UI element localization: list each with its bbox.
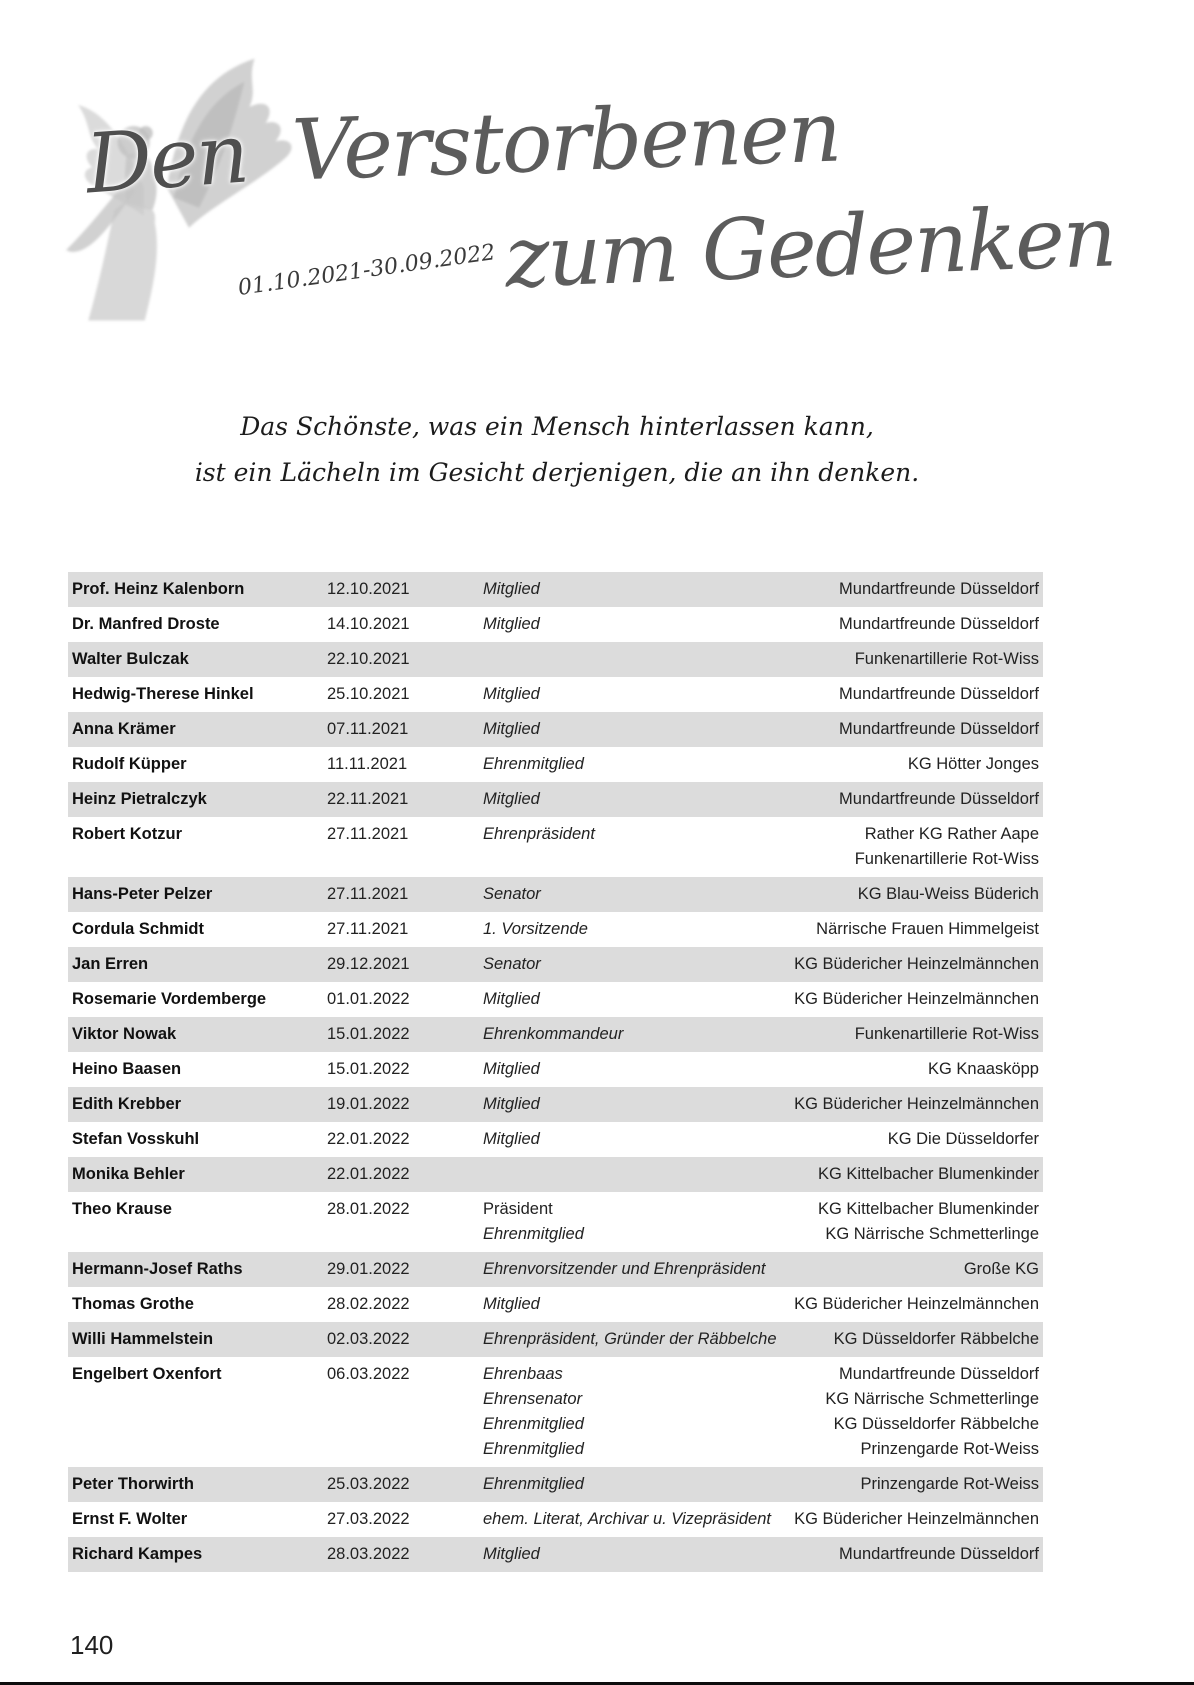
organization-line: Prinzengarde Rot-Weiss (860, 1475, 1039, 1493)
organization-line: Mundartfreunde Düsseldorf (839, 720, 1039, 738)
role-line: Senator (483, 955, 541, 973)
deceased-name: Rosemarie Vordemberge (72, 990, 267, 1008)
death-date: 29.12.2021 (327, 955, 410, 973)
organization-line: Mundartfreunde Düsseldorf (839, 790, 1039, 808)
organization-line: KG Büdericher Heinzelmännchen (794, 1095, 1039, 1113)
death-date: 02.03.2022 (327, 1330, 410, 1348)
role-line: Ehrensenator (483, 1390, 583, 1408)
deceased-name: Dr. Manfred Droste (72, 615, 220, 633)
table-row (68, 642, 1043, 677)
death-date: 15.01.2022 (327, 1025, 410, 1043)
role-line: Ehrenpräsident, Gründer der Räbbelche (483, 1330, 777, 1348)
member-organizations (790, 1292, 1043, 1317)
member-roles (483, 1092, 790, 1117)
organization-line: KG Büdericher Heinzelmännchen (794, 955, 1039, 973)
member-roles (483, 1257, 790, 1282)
deceased-name: Edith Krebber (72, 1095, 182, 1113)
member-organizations (790, 1507, 1043, 1532)
organization-line: Funkenartillerie Rot-Wiss (854, 650, 1039, 668)
organization-line: KG Knaasköpp (928, 1060, 1039, 1078)
death-date: 11.11.2021 (327, 755, 408, 773)
quote-line-1: Das Schönste, was ein Mensch hinterlassen kann, (240, 412, 874, 441)
death-date: 06.03.2022 (327, 1365, 410, 1383)
role-line: Mitglied (483, 990, 540, 1008)
member-organizations (790, 752, 1043, 777)
member-organizations (790, 577, 1043, 602)
member-roles (483, 917, 790, 942)
organization-line: KG Blau-Weiss Büderich (857, 885, 1039, 903)
organization-line: KG Närrische Schmetterlinge (825, 1390, 1039, 1408)
death-date: 22.01.2022 (327, 1130, 410, 1148)
deceased-name: Ernst F. Wolter (72, 1510, 188, 1528)
death-date: 27.03.2022 (327, 1510, 410, 1528)
member-organizations (790, 1362, 1043, 1462)
table-row (68, 782, 1043, 817)
table-row (68, 607, 1043, 642)
death-date: 22.11.2021 (327, 790, 409, 808)
role-line: Mitglied (483, 1095, 540, 1113)
deceased-name: Stefan Vosskuhl (72, 1130, 200, 1148)
title-date-range: 01.10.2021-30.09.2022 (236, 240, 497, 301)
organization-line: KG Büdericher Heinzelmännchen (794, 1295, 1039, 1313)
member-organizations (790, 1257, 1043, 1282)
member-roles (483, 822, 790, 847)
table-row (68, 1157, 1043, 1192)
table-row (68, 572, 1043, 607)
table-row (68, 1322, 1043, 1357)
death-date: 25.03.2022 (327, 1475, 410, 1493)
death-date: 25.10.2021 (327, 685, 410, 703)
deceased-name: Willi Hammelstein (72, 1330, 214, 1348)
deceased-name: Theo Krause (72, 1200, 172, 1218)
organization-line: Große KG (963, 1260, 1039, 1278)
death-date: 27.11.2021 (327, 920, 409, 938)
role-line: Ehrenbaas (483, 1365, 563, 1383)
member-roles (483, 577, 790, 602)
organization-line: KG Kittelbacher Blumenkinder (817, 1200, 1039, 1218)
table-row (68, 712, 1043, 747)
role-line: Ehrenmitglied (483, 1440, 584, 1458)
member-roles (483, 952, 790, 977)
memorial-table (68, 572, 1043, 1572)
quote-line-2: ist ein Lächeln im Gesicht derjenigen, die an ihn denken. (194, 458, 920, 487)
member-organizations (790, 1162, 1043, 1187)
role-line: Präsident (483, 1200, 553, 1218)
role-line: Ehrenpräsident (483, 825, 595, 843)
death-date: 28.03.2022 (327, 1545, 410, 1563)
death-date: 27.11.2021 (327, 825, 409, 843)
organization-line: KG Die Düsseldorfer (887, 1130, 1039, 1148)
member-roles (483, 987, 790, 1012)
death-date: 29.01.2022 (327, 1260, 410, 1278)
table-row (68, 747, 1043, 782)
member-roles (483, 787, 790, 812)
organization-line: Mundartfreunde Düsseldorf (839, 685, 1039, 703)
member-organizations (790, 952, 1043, 977)
role-line: Ehrenvorsitzender und Ehrenpräsident (483, 1260, 766, 1278)
table-row (68, 1192, 1043, 1252)
table-row (68, 1052, 1043, 1087)
role-line: Mitglied (483, 685, 540, 703)
member-roles (483, 612, 790, 637)
role-line: Mitglied (483, 1060, 540, 1078)
table-row (68, 1502, 1043, 1537)
table-row (68, 1287, 1043, 1322)
role-line: Mitglied (483, 1130, 540, 1148)
member-roles (483, 1057, 790, 1082)
organization-line: KG Hötter Jonges (907, 755, 1039, 773)
table-row (68, 912, 1043, 947)
death-date: 12.10.2021 (327, 580, 410, 598)
deceased-name: Cordula Schmidt (72, 920, 205, 938)
death-date: 27.11.2021 (327, 885, 409, 903)
deceased-name: Rudolf Küpper (72, 755, 187, 773)
member-organizations (790, 1542, 1043, 1567)
title-word-den: Den (82, 106, 251, 213)
member-organizations (790, 1472, 1043, 1497)
organization-line: Mundartfreunde Düsseldorf (839, 580, 1039, 598)
member-roles (483, 1472, 790, 1497)
deceased-name: Monika Behler (72, 1165, 185, 1183)
table-row (68, 1122, 1043, 1157)
deceased-name: Peter Thorwirth (72, 1475, 194, 1493)
organization-line: KG Kittelbacher Blumenkinder (817, 1165, 1039, 1183)
member-roles (483, 1542, 790, 1567)
member-organizations (790, 1327, 1043, 1352)
deceased-name: Hans-Peter Pelzer (72, 885, 213, 903)
table-row (68, 817, 1043, 877)
role-line: Ehrenmitglied (483, 1225, 584, 1243)
role-line: Mitglied (483, 790, 540, 808)
death-date: 28.02.2022 (327, 1295, 410, 1313)
deceased-name: Thomas Grothe (72, 1295, 194, 1313)
title-word-verstorbenen: Verstorbenen (290, 82, 842, 200)
table-row (68, 982, 1043, 1017)
member-roles (483, 1507, 790, 1532)
deceased-name: Heino Baasen (72, 1060, 182, 1078)
deceased-name: Heinz Pietralczyk (72, 790, 207, 808)
member-roles (483, 717, 790, 742)
member-roles (483, 1362, 790, 1462)
organization-line: Mundartfreunde Düsseldorf (839, 615, 1039, 633)
role-line: Ehrenmitglied (483, 1415, 584, 1433)
deceased-name: Prof. Heinz Kalenborn (72, 580, 245, 598)
member-organizations (790, 822, 1043, 872)
role-line: Mitglied (483, 1545, 540, 1563)
table-row (68, 877, 1043, 912)
page-number: 140 (70, 1630, 114, 1660)
organization-line: Prinzengarde Rot-Weiss (860, 1440, 1039, 1458)
role-line: Mitglied (483, 720, 540, 738)
role-line: Senator (483, 885, 541, 903)
death-date: 22.10.2021 (327, 650, 410, 668)
table-row (68, 947, 1043, 982)
role-line: Ehrenmitglied (483, 1475, 584, 1493)
member-organizations (790, 682, 1043, 707)
table-row (68, 1537, 1043, 1572)
member-roles (483, 882, 790, 907)
organization-line: Funkenartillerie Rot-Wiss (854, 850, 1039, 868)
role-line: Mitglied (483, 1295, 540, 1313)
organization-line: Närrische Frauen Himmelgeist (816, 920, 1039, 938)
organization-line: KG Närrische Schmetterlinge (825, 1225, 1039, 1243)
deceased-name: Robert Kotzur (72, 825, 182, 843)
member-organizations (790, 717, 1043, 742)
member-organizations (790, 647, 1043, 672)
organization-line: Mundartfreunde Düsseldorf (839, 1545, 1039, 1563)
table-row (68, 677, 1043, 712)
member-organizations (790, 787, 1043, 812)
role-line: 1. Vorsitzende (483, 920, 588, 938)
organization-line: KG Büdericher Heinzelmännchen (794, 1510, 1039, 1528)
deceased-name: Hedwig-Therese Hinkel (72, 685, 254, 703)
member-organizations (790, 1022, 1043, 1047)
member-roles (483, 1292, 790, 1317)
member-organizations (790, 987, 1043, 1012)
role-line: Mitglied (483, 580, 540, 598)
member-roles (483, 1022, 790, 1047)
death-date: 01.01.2022 (327, 990, 410, 1008)
death-date: 14.10.2021 (327, 615, 410, 633)
organization-line: KG Düsseldorfer Räbbelche (833, 1330, 1039, 1348)
member-roles (483, 1197, 790, 1247)
table-row (68, 1017, 1043, 1052)
organization-line: KG Büdericher Heinzelmännchen (794, 990, 1039, 1008)
role-line: Ehrenmitglied (483, 755, 584, 773)
member-roles (483, 1127, 790, 1152)
organization-line: KG Düsseldorfer Räbbelche (833, 1415, 1039, 1433)
deceased-name: Engelbert Oxenfort (72, 1365, 222, 1383)
role-line: Ehrenkommandeur (483, 1025, 624, 1043)
organization-line: Mundartfreunde Düsseldorf (839, 1365, 1039, 1383)
title-words-zum-gedenken: zum Gedenken (503, 187, 1117, 307)
death-date: 07.11.2021 (327, 720, 409, 738)
death-date: 19.01.2022 (327, 1095, 410, 1113)
death-date: 28.01.2022 (327, 1200, 410, 1218)
deceased-name: Walter Bulczak (72, 650, 189, 668)
deceased-name: Hermann-Josef Raths (72, 1260, 243, 1278)
member-organizations (790, 1092, 1043, 1117)
member-roles (483, 1327, 790, 1352)
member-organizations (790, 1127, 1043, 1152)
organization-line: Rather KG Rather Aape (864, 825, 1039, 843)
death-date: 15.01.2022 (327, 1060, 410, 1078)
deceased-name: Richard Kampes (72, 1545, 203, 1563)
member-roles (483, 752, 790, 777)
member-organizations (790, 612, 1043, 637)
member-organizations (790, 917, 1043, 942)
deceased-name: Jan Erren (72, 955, 149, 973)
role-line: Mitglied (483, 615, 540, 633)
member-organizations (790, 1197, 1043, 1247)
member-organizations (790, 882, 1043, 907)
table-row (68, 1467, 1043, 1502)
member-roles (483, 682, 790, 707)
table-row (68, 1357, 1043, 1467)
organization-line: Funkenartillerie Rot-Wiss (854, 1025, 1039, 1043)
deceased-name: Viktor Nowak (72, 1025, 177, 1043)
member-organizations (790, 1057, 1043, 1082)
table-row (68, 1087, 1043, 1122)
role-line: ehem. Literat, Archivar u. Vizepräsident (483, 1510, 771, 1528)
death-date: 22.01.2022 (327, 1165, 410, 1183)
deceased-name: Anna Krämer (72, 720, 176, 738)
memorial-quote (0, 404, 1114, 496)
table-row (68, 1252, 1043, 1287)
